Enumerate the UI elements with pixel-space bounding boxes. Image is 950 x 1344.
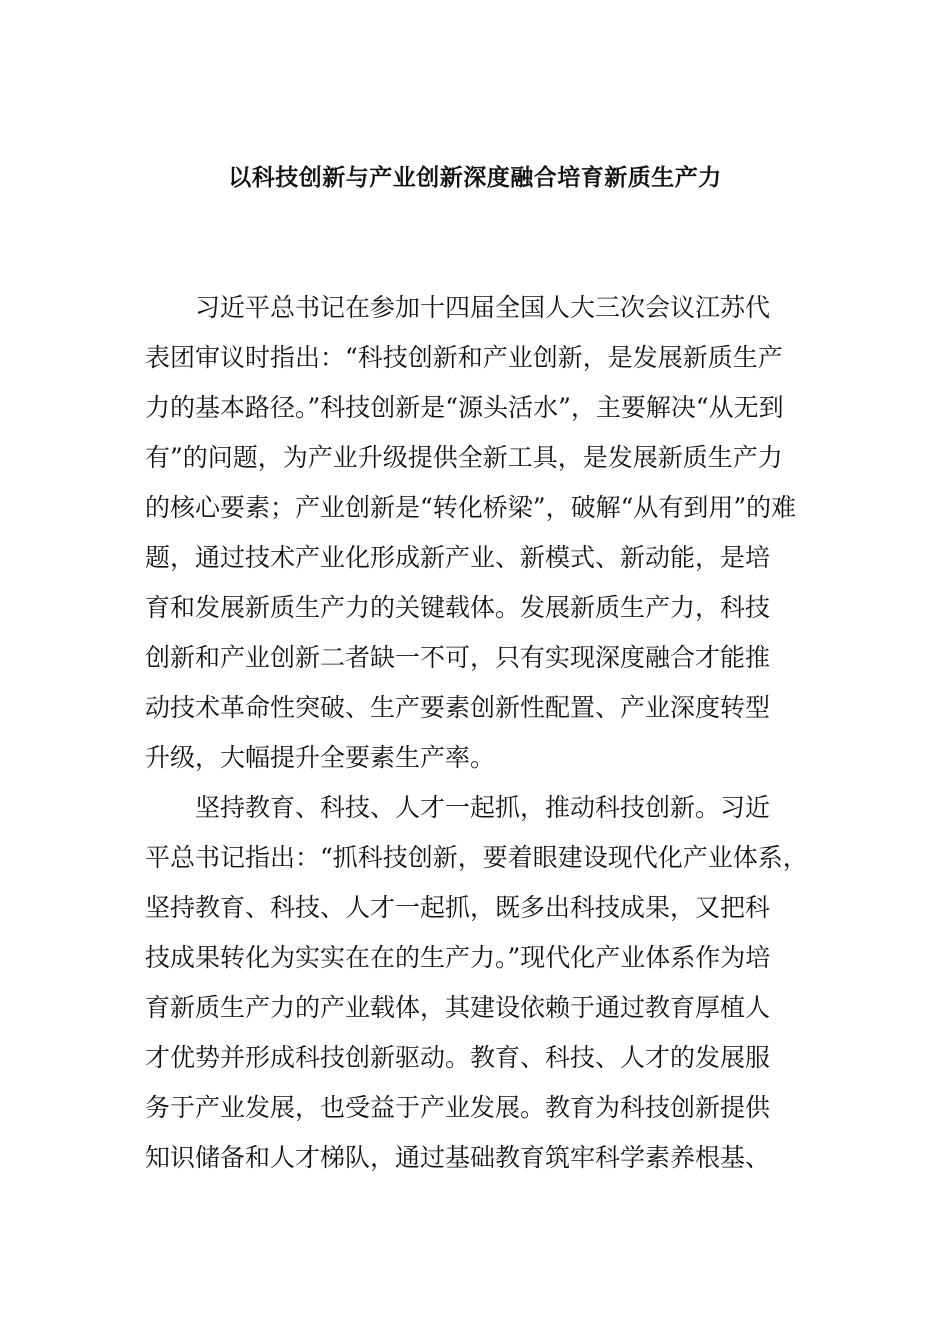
paragraph-1-line: 题，通过技术产业化形成新产业、新模式、新动能，是培 bbox=[145, 543, 771, 572]
paragraph-1-line: 动技术革命性突破、生产要素创新性配置、产业深度转型 bbox=[145, 693, 771, 722]
paragraph-1-line: 表团审议时指出：“科技创新和产业创新，是发展新质生产 bbox=[145, 343, 783, 372]
paragraph-1-line: 育和发展新质生产力的关键载体。发展新质生产力，科技 bbox=[145, 593, 771, 622]
paragraph-1-line: 创新和产业创新二者缺一不可，只有实现深度融合才能推 bbox=[145, 643, 771, 672]
paragraph-2-line: 平总书记指出：“抓科技创新，要着眼建设现代化产业体系， bbox=[145, 843, 808, 872]
paragraph-1-line: 力的基本路径。”科技创新是“源头活水”，主要解决“从无到 bbox=[145, 393, 784, 422]
paragraph-2-line: 坚持教育、科技、人才一起抓，推动科技创新。习近 bbox=[195, 793, 771, 822]
paragraph-2-line: 技成果转化为实实在在的生产力。”现代化产业体系作为培 bbox=[145, 943, 771, 972]
paragraph-2-line: 育新质生产力的产业载体，其建设依赖于通过教育厚植人 bbox=[145, 993, 771, 1022]
paragraph-1-line: 习近平总书记在参加十四届全国人大三次会议江苏代 bbox=[195, 293, 771, 322]
document-title: 以科技创新与产业创新深度融合培育新质生产力 bbox=[228, 165, 722, 191]
paragraph-2-line: 坚持教育、科技、人才一起抓，既多出科技成果，又把科 bbox=[145, 893, 771, 922]
paragraph-1-line: 有”的问题，为产业升级提供全新工具，是发展新质生产力 bbox=[145, 443, 783, 472]
paragraph-1-line: 的核心要素；产业创新是“转化桥梁”，破解“从有到用”的难 bbox=[145, 493, 797, 522]
paragraph-2-line: 务于产业发展，也受益于产业发展。教育为科技创新提供 bbox=[145, 1093, 771, 1122]
paragraph-1-line: 升级，大幅提升全要素生产率。 bbox=[145, 743, 496, 772]
paragraph-2-line: 知识储备和人才梯队，通过基础教育筑牢科学素养根基、 bbox=[145, 1143, 771, 1172]
document-body bbox=[145, 283, 825, 1183]
paragraph-2-line: 才优势并形成科技创新驱动。教育、科技、人才的发展服 bbox=[145, 1043, 771, 1072]
